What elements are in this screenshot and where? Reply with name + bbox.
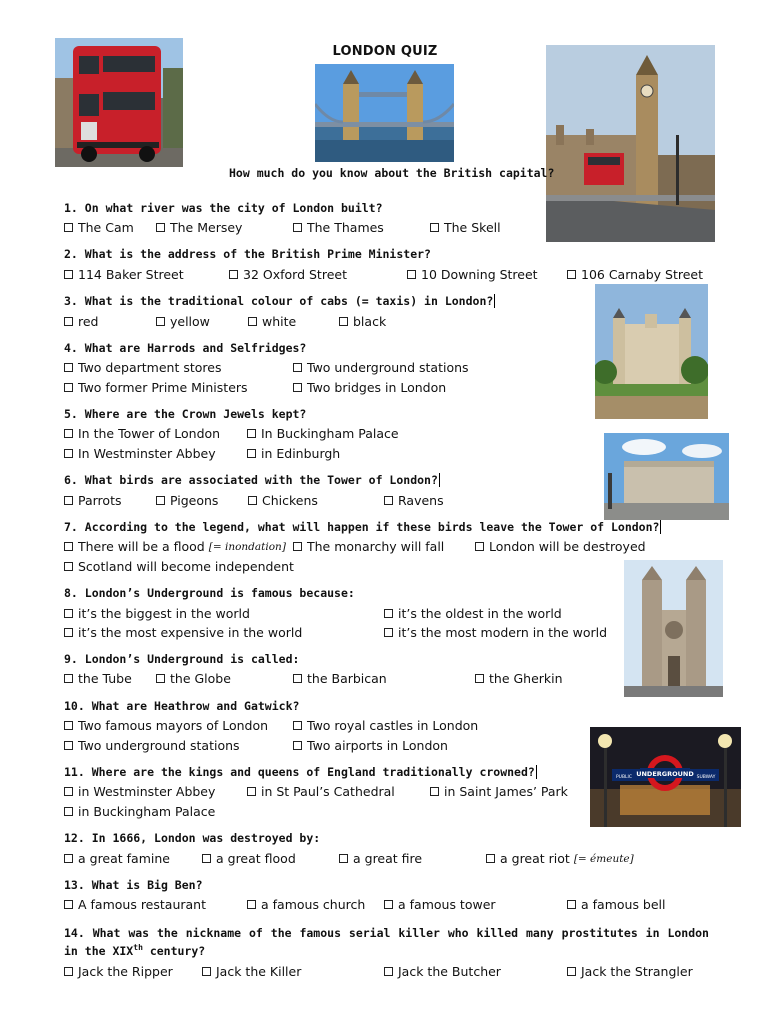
question-number: 6. [64, 473, 78, 487]
checkbox-icon[interactable] [64, 223, 73, 232]
question-number: 2. [64, 247, 78, 261]
question-text: Where are the kings and queens of England traditionally crowned? [91, 765, 535, 779]
answer-option[interactable]: Jack the Strangler [567, 964, 693, 979]
checkbox-icon[interactable] [64, 609, 73, 618]
answer-option[interactable]: Two department stores [64, 360, 221, 375]
checkbox-icon[interactable] [475, 542, 484, 551]
tower-of-london-photo [595, 284, 708, 419]
checkbox-icon[interactable] [64, 562, 73, 571]
question-6 [64, 473, 440, 487]
answer-option[interactable]: a great riot [= émeute] [486, 851, 634, 866]
answer-option[interactable]: Jack the Ripper [64, 964, 173, 979]
checkbox-icon[interactable] [567, 270, 576, 279]
checkbox-icon[interactable] [384, 900, 393, 909]
answer-option[interactable]: Two royal castles in London [293, 718, 478, 733]
question-text: What are Heathrow and Gatwick? [91, 699, 300, 713]
answer-option[interactable]: Two airports in London [293, 738, 448, 753]
answer-option[interactable]: London will be destroyed [475, 539, 646, 554]
checkbox-icon[interactable] [407, 270, 416, 279]
translation-note: [= inondation] [208, 540, 286, 553]
checkbox-icon[interactable] [293, 674, 302, 683]
answer-option[interactable]: Ravens [384, 493, 444, 508]
answer-option[interactable]: Chickens [248, 493, 318, 508]
answer-option[interactable]: Two underground stations [293, 360, 469, 375]
checkbox-icon[interactable] [156, 674, 165, 683]
answer-option[interactable]: Scotland will become independent [64, 559, 294, 574]
ordinal-suffix: th [133, 943, 143, 953]
answer-option[interactable]: it’s the oldest in the world [384, 606, 562, 621]
answer-option[interactable]: in St Paul’s Cathedral [247, 784, 395, 799]
checkbox-icon[interactable] [293, 223, 302, 232]
question-text: London’s Underground is famous because: [84, 586, 355, 600]
checkbox-icon[interactable] [430, 787, 439, 796]
question-7 [64, 520, 661, 534]
checkbox-icon[interactable] [202, 854, 211, 863]
answer-option[interactable]: the Globe [156, 671, 231, 686]
answer-option[interactable]: yellow [156, 314, 210, 329]
answer-option[interactable]: The Thames [293, 220, 384, 235]
answer-option[interactable]: a famous church [247, 897, 365, 912]
question-text: What was the nickname of the famous serial killer who killed many prostitutes in London in the XIX [64, 926, 709, 958]
question-3 [64, 294, 495, 308]
question-number: 4. [64, 341, 78, 355]
answer-option[interactable]: in Westminster Abbey [64, 784, 215, 799]
checkbox-icon[interactable] [229, 270, 238, 279]
question-number: 8. [64, 586, 78, 600]
answer-option[interactable]: Two bridges in London [293, 380, 446, 395]
answer-option[interactable]: the Gherkin [475, 671, 563, 686]
buckingham-palace-photo [604, 433, 729, 520]
checkbox-icon[interactable] [293, 363, 302, 372]
answer-option[interactable]: it’s the most modern in the world [384, 625, 607, 640]
question-number: 10. [64, 699, 85, 713]
answer-option[interactable]: 10 Downing Street [407, 267, 538, 282]
question-text: According to the legend, what will happen if these birds leave the Tower of London? [84, 520, 660, 534]
question-number: 12. [64, 831, 85, 845]
checkbox-icon[interactable] [64, 807, 73, 816]
answer-option[interactable]: in Saint James’ Park [430, 784, 568, 799]
checkbox-icon[interactable] [339, 854, 348, 863]
checkbox-icon[interactable] [247, 900, 256, 909]
question-text: In 1666, London was destroyed by: [91, 831, 321, 845]
question-number: 13. [64, 878, 85, 892]
underground-sign-text: UNDERGROUND [636, 770, 694, 778]
question-text: What is Big Ben? [91, 878, 203, 892]
question-8 [64, 586, 355, 600]
tower-bridge-photo [315, 64, 454, 162]
answer-option[interactable]: In Buckingham Palace [247, 426, 399, 441]
answer-option[interactable]: the Barbican [293, 671, 387, 686]
answer-option[interactable]: a famous bell [567, 897, 666, 912]
checkbox-icon[interactable] [64, 449, 73, 458]
underground-side-left-text: PUBLIC [615, 775, 633, 780]
question-text: What birds are associated with the Tower of London? [84, 473, 438, 487]
checkbox-icon[interactable] [64, 317, 73, 326]
checkbox-icon[interactable] [247, 449, 256, 458]
checkbox-icon[interactable] [486, 854, 495, 863]
answer-option[interactable]: Jack the Butcher [384, 964, 501, 979]
checkbox-icon[interactable] [64, 383, 73, 392]
question-number: 1. [64, 201, 78, 215]
question-text: London’s Underground is called: [84, 652, 300, 666]
checkbox-icon[interactable] [248, 317, 257, 326]
text-cursor [439, 473, 440, 487]
checkbox-icon[interactable] [293, 721, 302, 730]
question-number: 11. [64, 765, 85, 779]
question-number: 5. [64, 407, 78, 421]
answer-option[interactable]: In Westminster Abbey [64, 446, 216, 461]
question-4 [64, 341, 306, 355]
translation-note: [= émeute] [573, 852, 634, 865]
checkbox-icon[interactable] [567, 967, 576, 976]
answer-option[interactable]: Jack the Killer [202, 964, 301, 979]
answer-option[interactable]: The monarchy will fall [293, 539, 444, 554]
answer-option[interactable]: the Tube [64, 671, 132, 686]
answer-option[interactable]: Two former Prime Ministers [64, 380, 248, 395]
red-bus-photo [55, 38, 183, 167]
westminster-abbey-photo [624, 560, 723, 697]
question-14 [64, 924, 709, 960]
text-cursor [494, 294, 495, 308]
answer-option[interactable]: a great flood [202, 851, 296, 866]
answer-option[interactable]: Parrots [64, 493, 121, 508]
checkbox-icon[interactable] [64, 967, 73, 976]
question-number: 3. [64, 294, 78, 308]
answer-option[interactable]: Pigeons [156, 493, 218, 508]
answer-option[interactable]: Two underground stations [64, 738, 240, 753]
answer-option[interactable]: A famous restaurant [64, 897, 206, 912]
checkbox-icon[interactable] [64, 787, 73, 796]
question-12 [64, 831, 320, 845]
answer-option[interactable]: 32 Oxford Street [229, 267, 347, 282]
checkbox-icon[interactable] [384, 967, 393, 976]
text-cursor [660, 520, 661, 534]
checkbox-icon[interactable] [567, 900, 576, 909]
question-2 [64, 247, 431, 261]
checkbox-icon[interactable] [64, 429, 73, 438]
checkbox-icon[interactable] [247, 787, 256, 796]
question-text: What is the traditional colour of cabs (= taxis) in London? [84, 294, 494, 308]
answer-option[interactable]: white [248, 314, 296, 329]
quiz-subtitle: How much do you know about the British capital? [229, 166, 555, 180]
checkbox-icon[interactable] [64, 542, 73, 551]
answer-option[interactable]: In the Tower of London [64, 426, 220, 441]
checkbox-icon[interactable] [64, 674, 73, 683]
checkbox-icon[interactable] [64, 628, 73, 637]
checkbox-icon[interactable] [64, 900, 73, 909]
checkbox-icon[interactable] [475, 674, 484, 683]
answer-option[interactable]: a great fire [339, 851, 422, 866]
answer-option[interactable]: in Buckingham Palace [64, 804, 215, 819]
checkbox-icon[interactable] [384, 496, 393, 505]
checkbox-icon[interactable] [339, 317, 348, 326]
checkbox-icon[interactable] [156, 317, 165, 326]
answer-option[interactable]: in Edinburgh [247, 446, 340, 461]
checkbox-icon[interactable] [64, 363, 73, 372]
underground-side-right-text: SUBWAY [696, 775, 716, 780]
checkbox-icon[interactable] [64, 496, 73, 505]
text-cursor [536, 765, 537, 779]
question-text-end: century? [142, 944, 206, 958]
answer-option[interactable]: a great famine [64, 851, 170, 866]
checkbox-icon[interactable] [247, 429, 256, 438]
question-text: What is the address of the British Prime Minister? [84, 247, 431, 261]
checkbox-icon[interactable] [430, 223, 439, 232]
answer-option[interactable]: 106 Carnaby Street [567, 267, 703, 282]
answer-option[interactable]: The Cam [64, 220, 134, 235]
question-text: Where are the Crown Jewels kept? [84, 407, 307, 421]
checkbox-icon[interactable] [384, 609, 393, 618]
answer-option[interactable]: There will be a flood [= inondation] [64, 539, 286, 554]
answer-option[interactable]: it’s the biggest in the world [64, 606, 250, 621]
answer-option[interactable]: black [339, 314, 386, 329]
big-ben-photo [546, 45, 715, 242]
question-9 [64, 652, 299, 666]
answer-option[interactable]: Two famous mayors of London [64, 718, 268, 733]
question-text: What are Harrods and Selfridges? [84, 341, 307, 355]
answer-option[interactable]: The Mersey [156, 220, 242, 235]
answer-option[interactable]: a famous tower [384, 897, 496, 912]
checkbox-icon[interactable] [293, 542, 302, 551]
checkbox-icon[interactable] [293, 741, 302, 750]
quiz-title: LONDON QUIZ [332, 44, 438, 59]
checkbox-icon[interactable] [293, 383, 302, 392]
question-text: On what river was the city of London built? [84, 201, 383, 215]
checkbox-icon[interactable] [156, 496, 165, 505]
question-10 [64, 699, 299, 713]
question-number: 9. [64, 652, 78, 666]
answer-option[interactable]: it’s the most expensive in the world [64, 625, 302, 640]
question-13 [64, 878, 203, 892]
underground-station-photo [590, 727, 741, 827]
checkbox-icon[interactable] [202, 967, 211, 976]
answer-option[interactable]: red [64, 314, 99, 329]
checkbox-icon[interactable] [248, 496, 257, 505]
answer-option[interactable]: The Skell [430, 220, 501, 235]
question-number: 7. [64, 520, 78, 534]
checkbox-icon[interactable] [64, 721, 73, 730]
checkbox-icon[interactable] [64, 741, 73, 750]
question-11 [64, 765, 537, 779]
checkbox-icon[interactable] [384, 628, 393, 637]
question-5 [64, 407, 306, 421]
checkbox-icon[interactable] [156, 223, 165, 232]
question-number: 14. [64, 926, 85, 940]
checkbox-icon[interactable] [64, 270, 73, 279]
question-1 [64, 201, 383, 215]
checkbox-icon[interactable] [64, 854, 73, 863]
answer-option[interactable]: 114 Baker Street [64, 267, 184, 282]
